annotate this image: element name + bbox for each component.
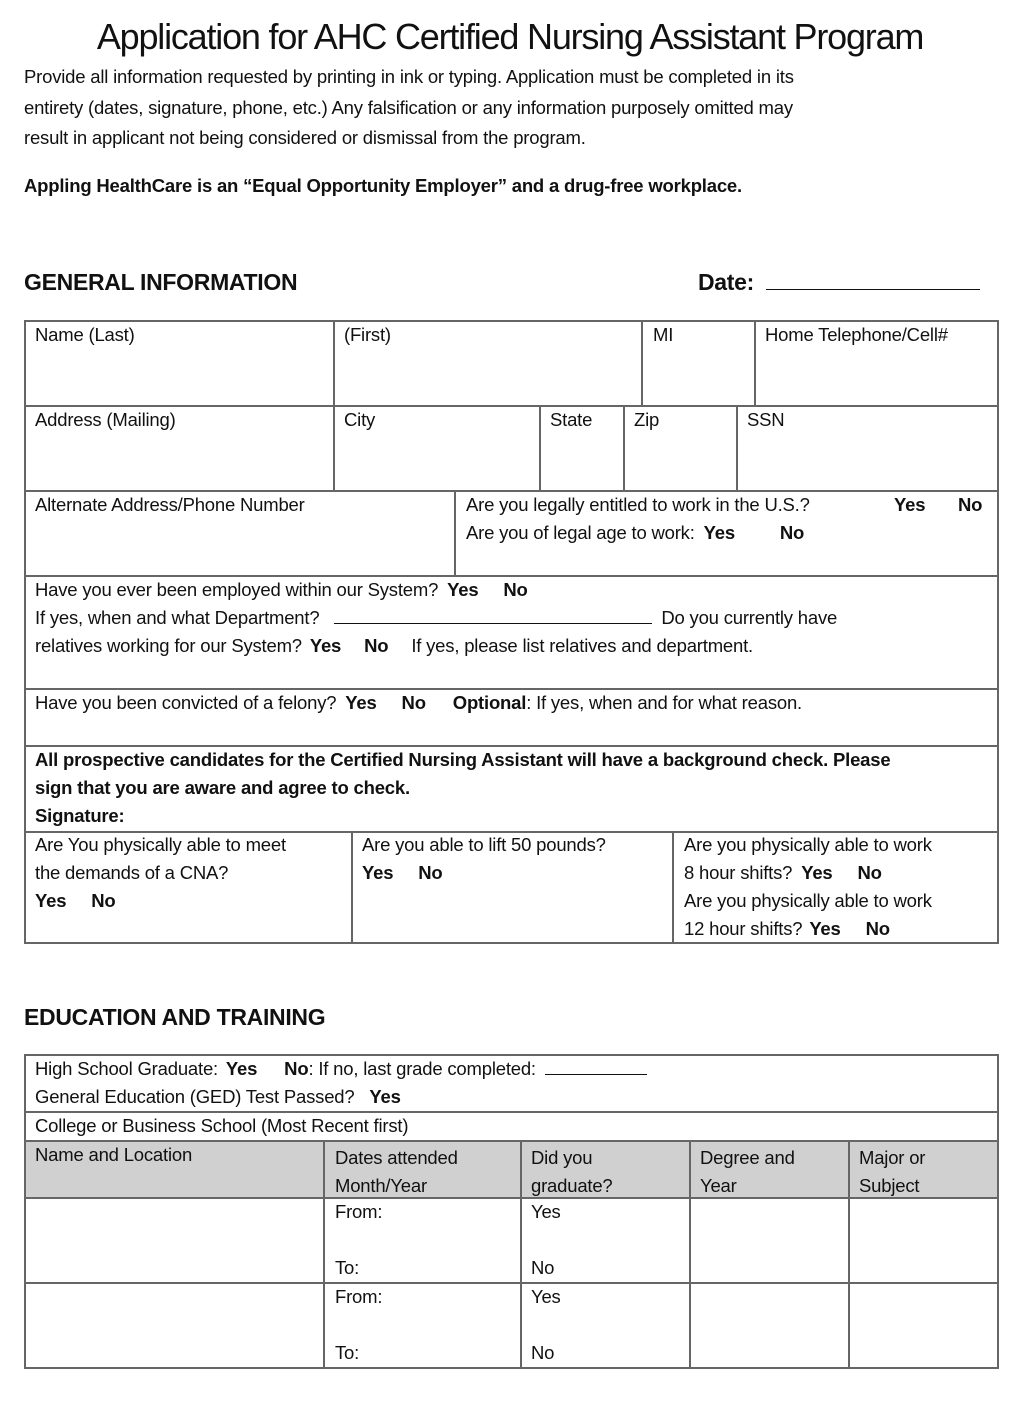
intro-line-1: Provide all information requested by printing in ink or typing. Application must be completed in its: [24, 66, 794, 87]
shift8-label: 8 hour shifts?: [684, 862, 793, 883]
table-border-bottom: [24, 942, 998, 944]
intro-line-2: entirety (dates, signature, phone, etc.) Any falsification or any information purposely omitted may: [24, 97, 793, 118]
table-border-bottom: [24, 1367, 998, 1369]
relatives-label-2: relatives working for our System?: [35, 635, 302, 656]
col-header-major-1: Major or: [859, 1147, 926, 1168]
middle-initial-field[interactable]: MI: [653, 324, 674, 345]
col-divider: [539, 405, 541, 491]
col-divider: [351, 831, 353, 943]
table-border-left: [24, 320, 26, 944]
row-divider: [24, 1282, 998, 1284]
shift8-question-2: [684, 862, 882, 884]
col-header-dates: [335, 1144, 458, 1200]
row2-from[interactable]: From:: [335, 1286, 383, 1307]
row2-to[interactable]: To:: [335, 1342, 360, 1363]
col-divider: [736, 405, 738, 491]
row-divider: [24, 688, 998, 690]
name-last-field[interactable]: Name (Last): [35, 324, 135, 345]
legal-age-question: [466, 522, 804, 544]
relatives-question: [35, 635, 753, 657]
col-divider: [848, 1141, 850, 1369]
cna-question-1: Are You physically able to meet: [35, 834, 286, 855]
col-divider: [454, 490, 456, 576]
employed-yes[interactable]: Yes: [447, 579, 479, 600]
legal-work-yes[interactable]: Yes: [894, 494, 926, 515]
ssn-field[interactable]: SSN: [747, 409, 785, 430]
shift8-no[interactable]: No: [857, 862, 882, 883]
high-school-question: [35, 1058, 647, 1080]
zip-field[interactable]: Zip: [634, 409, 660, 430]
row2-no[interactable]: No: [531, 1342, 555, 1363]
cna-question-2: the demands of a CNA?: [35, 862, 229, 883]
row-divider: [24, 575, 998, 577]
col-divider: [520, 1141, 522, 1369]
row-divider: [24, 745, 998, 747]
shift12-yes[interactable]: Yes: [809, 918, 841, 939]
col-header-graduate: [531, 1144, 613, 1200]
ged-yes[interactable]: Yes: [369, 1086, 401, 1107]
table-border-top: [24, 1054, 998, 1056]
background-check-text-2: sign that you are aware and agree to check.: [35, 777, 410, 798]
employed-question: [35, 579, 528, 601]
shift12-question-2: [684, 918, 890, 940]
col-header-degree: [700, 1144, 795, 1200]
date-field[interactable]: [698, 269, 980, 296]
ged-label: General Education (GED) Test Passed?: [35, 1086, 355, 1107]
relatives-label-1: Do you currently have: [661, 607, 838, 628]
education-heading: EDUCATION AND TRAINING: [24, 1004, 326, 1030]
lift-question: Are you able to lift 50 pounds?: [362, 834, 606, 855]
city-field[interactable]: City: [344, 409, 376, 430]
date-label: Date:: [698, 269, 755, 295]
background-check-text-1: All prospective candidates for the Certified Nursing Assistant will have a background check. Please: [35, 749, 891, 770]
col-header-graduate-2: graduate?: [531, 1175, 613, 1196]
col-header-degree-1: Degree and: [700, 1147, 795, 1168]
intro-line-3: result in applicant not being considered or dismissal from the program.: [24, 127, 586, 148]
college-label: College or Business School (Most Recent first): [35, 1115, 409, 1136]
hs-yes[interactable]: Yes: [225, 1058, 258, 1079]
department-label: If yes, when and what Department?: [35, 607, 320, 628]
row-divider: [24, 1111, 998, 1113]
cna-yes[interactable]: Yes: [35, 890, 67, 911]
signature-field[interactable]: Signature:: [35, 805, 125, 826]
legal-work-no[interactable]: No: [958, 494, 983, 515]
department-question: [35, 607, 837, 629]
employed-label: Have you ever been employed within our System?: [35, 579, 439, 600]
table-border-right: [997, 320, 999, 944]
col-divider: [323, 1141, 325, 1369]
table-border-top: [24, 320, 998, 322]
col-header-dates-2: Month/Year: [335, 1175, 427, 1196]
hs-label: High School Graduate:: [35, 1058, 218, 1079]
row-divider: [24, 405, 998, 407]
col-header-major: [859, 1144, 925, 1200]
col-divider: [689, 1141, 691, 1369]
col-header-dates-1: Dates attended: [335, 1147, 458, 1168]
legal-age-label: Are you of legal age to work:: [466, 522, 695, 543]
felony-yes[interactable]: Yes: [345, 692, 377, 713]
felony-label: Have you been convicted of a felony?: [35, 692, 337, 713]
table-border-right: [997, 1054, 999, 1369]
row-divider: [24, 490, 998, 492]
row1-to[interactable]: To:: [335, 1257, 360, 1278]
col-header-major-2: Subject: [859, 1175, 920, 1196]
row1-no[interactable]: No: [531, 1257, 555, 1278]
cna-no[interactable]: No: [91, 890, 116, 911]
lift-no[interactable]: No: [418, 862, 443, 883]
hs-no[interactable]: No: [284, 1058, 309, 1079]
legal-work-question: Are you legally entitled to work in the U.S.?: [466, 494, 810, 515]
ged-question: [35, 1086, 401, 1108]
col-header-degree-2: Year: [700, 1175, 737, 1196]
felony-no[interactable]: No: [401, 692, 426, 713]
row-divider: [24, 1140, 998, 1142]
address-field[interactable]: Address (Mailing): [35, 409, 176, 430]
col-divider: [672, 831, 674, 943]
col-divider: [754, 320, 756, 406]
shift8-yes[interactable]: Yes: [801, 862, 833, 883]
phone-field[interactable]: Home Telephone/Cell#: [765, 324, 948, 345]
col-divider: [623, 405, 625, 491]
department-blank[interactable]: [334, 623, 652, 624]
felony-question: [35, 692, 802, 714]
row-divider: [24, 1197, 998, 1199]
general-info-heading: GENERAL INFORMATION: [24, 269, 298, 295]
col-divider: [641, 320, 643, 406]
row2-yes[interactable]: Yes: [531, 1286, 561, 1307]
relatives-list-label: If yes, please list relatives and department.: [411, 635, 753, 656]
optional-label: Optional: [452, 692, 527, 713]
lift-yes[interactable]: Yes: [362, 862, 394, 883]
legal-age-yes[interactable]: Yes: [703, 522, 735, 543]
col-header-name-location: Name and Location: [35, 1144, 193, 1165]
lift-answers: [362, 862, 443, 884]
last-grade-blank[interactable]: [545, 1074, 647, 1075]
relatives-yes[interactable]: Yes: [309, 635, 342, 656]
shift12-no[interactable]: No: [865, 918, 890, 939]
col-header-graduate-1: Did you: [531, 1147, 593, 1168]
felony-reason-label: : If yes, when and for what reason.: [526, 692, 802, 713]
hs-last-grade-label: : If no, last grade completed:: [308, 1058, 536, 1079]
eeo-statement: Appling HealthCare is an “Equal Opportunity Employer” and a drug-free workplace.: [24, 175, 742, 196]
relatives-no[interactable]: No: [364, 635, 389, 656]
table-border-left: [24, 1054, 26, 1369]
shift8-question-1: Are you physically able to work: [684, 834, 932, 855]
alternate-address-field[interactable]: Alternate Address/Phone Number: [35, 494, 305, 515]
col-divider: [333, 405, 335, 491]
cna-answers: [35, 890, 116, 912]
row-divider: [24, 831, 998, 833]
state-field[interactable]: State: [550, 409, 593, 430]
col-divider: [333, 320, 335, 406]
name-first-field[interactable]: (First): [344, 324, 391, 345]
date-blank[interactable]: [766, 289, 980, 290]
shift12-label: 12 hour shifts?: [684, 918, 803, 939]
legal-age-no[interactable]: No: [779, 522, 805, 543]
row1-from[interactable]: From:: [335, 1201, 383, 1222]
shift12-question-1: Are you physically able to work: [684, 890, 932, 911]
page-title: Application for AHC Certified Nursing Assistant Program: [96, 16, 924, 57]
row1-yes[interactable]: Yes: [531, 1201, 561, 1222]
employed-no[interactable]: No: [503, 579, 528, 600]
